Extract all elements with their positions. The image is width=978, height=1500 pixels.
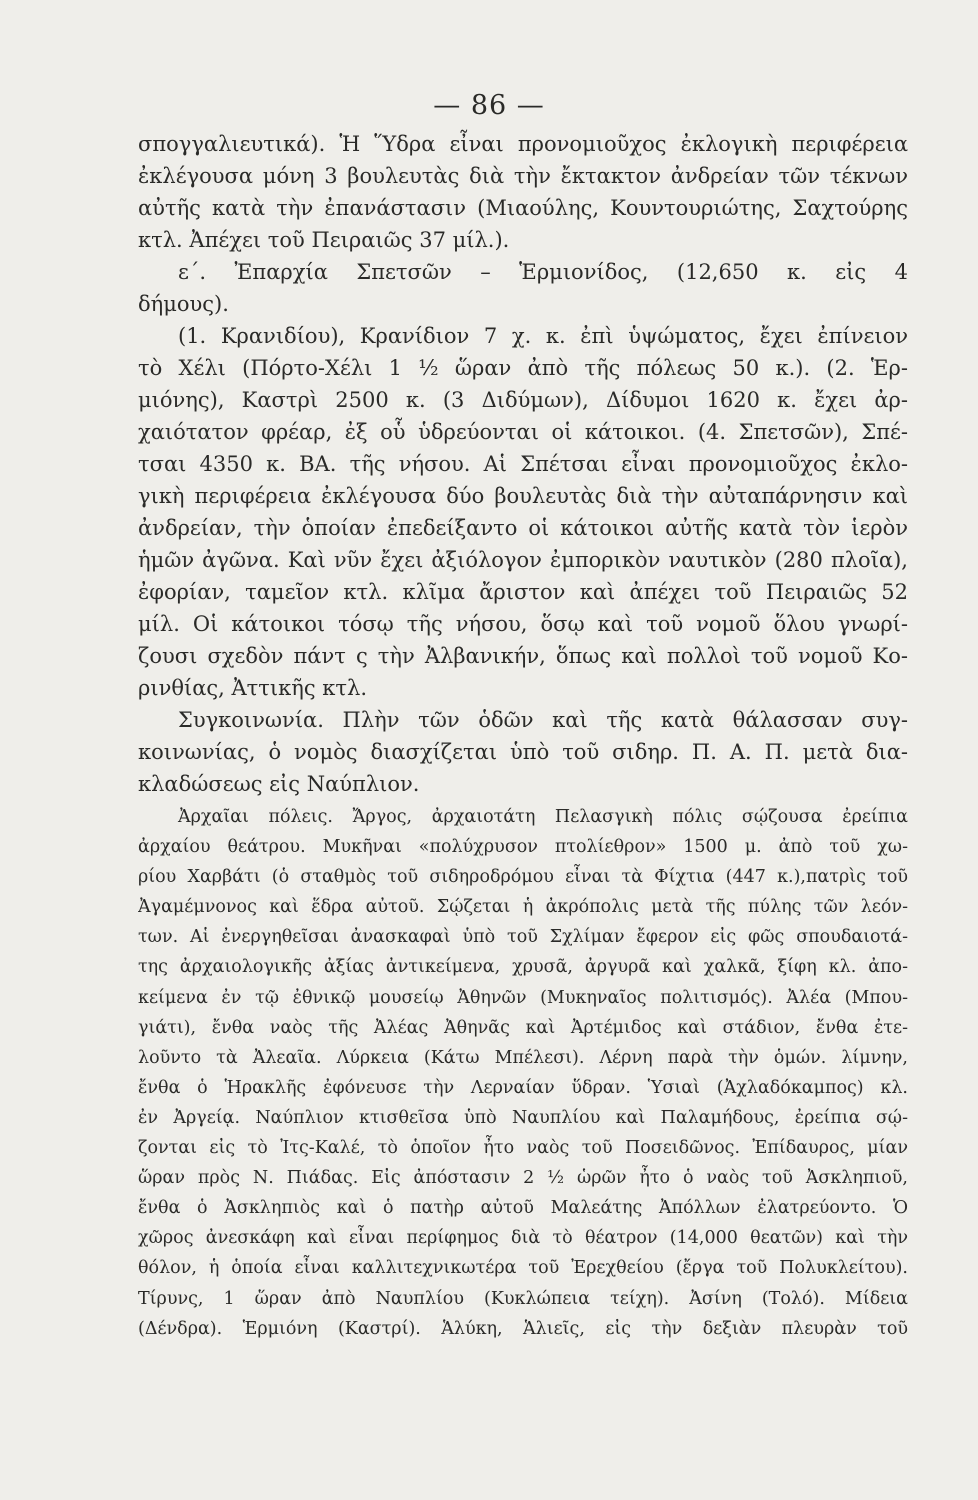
text-line: τσαι 4350 κ. ΒΑ. τῆς νήσου. Αἱ Σπέτσαι εἶναι προνομιοῦχος ἐκλο- [138, 452, 908, 476]
text-line: ρινθίας, Ἀττικῆς κτλ. [138, 676, 368, 700]
section-heading-synkoinonia: Συγκοινωνία. Πλὴν τῶν ὁδῶν καὶ τῆς κατὰ θάλασσαν συγ- [178, 708, 908, 732]
text-line: λοῦντο τὰ Ἀλεαῖα. Λύρκεια (Κάτω Μπέλεσι). Λέρνη παρὰ τὴν ὁμών. λίμνην, [138, 1047, 908, 1068]
text-line: ζονται εἰς τὸ Ἰτς-Καλέ, τὸ ὁποῖον ἦτο ναὸς τοῦ Ποσειδῶνος. Ἐπίδαυρος, μίαν [138, 1138, 908, 1159]
page-number: — 86 — [433, 90, 545, 121]
text-line: ἐφορίαν, ταμεῖον κτλ. κλῖμα ἄριστον καὶ ἀπέχει τοῦ Πειραιῶς 52 [138, 580, 908, 604]
text-line: σπογγαλιευτικά). Ἡ Ὕδρα εἶναι προνομιοῦχος ἐκλογικὴ περιφέρεια [138, 132, 908, 156]
text-line: γικὴ περιφέρεια ἐκλέγουσα δύο βουλευτὰς διὰ τὴν αὐταπάρνησιν καὶ [138, 484, 908, 508]
text-line: ἔνθα ὁ Ἀσκληπιὸς καὶ ὁ πατὴρ αὐτοῦ Μαλεάτης Ἀπόλλων ἐλατρεύοντο. Ὁ [138, 1198, 908, 1219]
text-line: Ἀγαμέμνονος καὶ ἕδρα αὐτοῦ. Σῴζεται ἡ ἀκρόπολις μετὰ τῆς πύλης τῶν λεόν- [138, 897, 908, 918]
text-line: (Δένδρα). Ἑρμιόνη (Καστρί). Ἁλύκη, Ἁλιεῖς, εἰς τὴν δεξιὰν πλευρὰν τοῦ [138, 1318, 908, 1339]
text-line: τὸ Χέλι (Πόρτο-Χέλι 1 ½ ὥραν ἀπὸ τῆς πόλεως 50 κ.). (2. Ἑρ- [138, 356, 908, 380]
ancient-cities-section [138, 802, 908, 1344]
text-line: κτλ. Ἀπέχει τοῦ Πειραιῶς 37 μίλ.). [138, 228, 510, 252]
text-line: γιάτι), ἔνθα ναὸς τῆς Ἀλέας Ἀθηνᾶς καὶ Ἀρτέμιδος καὶ στάδιον, ἔνθα ἐτε- [138, 1017, 908, 1038]
text-line: ἀνδρείαν, τὴν ὁποίαν ἐπεδείξαντο οἱ κάτοικοι αὐτῆς κατὰ τὸν ἱερὸν [138, 516, 908, 540]
text-line: ρίου Χαρβάτι (ὁ σταθμὸς τοῦ σιδηροδρόμου εἶναι τὰ Φίχτια (447 κ.),πατρὶς τοῦ [138, 867, 908, 888]
text-line: μίλ. Οἱ κάτοικοι τόσῳ τῆς νήσου, ὅσῳ καὶ τοῦ νομοῦ ὅλου γνωρί- [138, 612, 908, 636]
main-text [138, 128, 908, 1344]
text-line: ὥραν πρὸς Ν. Πιάδας. Εἰς ἀπόστασιν 2 ½ ὡρῶν ἦτο ὁ ναὸς τοῦ Ἀσκληπιοῦ, [138, 1168, 908, 1189]
text-line: χαιότατον φρέαρ, ἐξ οὗ ὑδρεύονται οἱ κάτοικοι. (4. Σπετσῶν), Σπέ- [138, 420, 908, 444]
text-line: ἐκλέγουσα μόνη 3 βουλευτὰς διὰ τὴν ἔκτακτον ἀνδρείαν τῶν τέκνων [138, 164, 908, 188]
text-line: Τίρυνς, 1 ὥραν ἀπὸ Ναυπλίου (Κυκλώπεια τείχη). Ἀσίνη (Τολό). Μίδεια [138, 1288, 908, 1309]
text-line: ἡμῶν ἀγῶνα. Καὶ νῦν ἔχει ἀξιόλογον ἐμπορικὸν ναυτικὸν (280 πλοῖα), [138, 548, 908, 572]
text-line: της ἀρχαιολογικῆς ἀξίας ἀντικείμενα, χρυσᾶ, ἀργυρᾶ καὶ χαλκᾶ, ξίφη κλ. ἀπο- [138, 957, 908, 978]
section-heading-eparchia: ε΄. Ἐπαρχία Σπετσῶν – Ἑρμιονίδος, (12,650 κ. εἰς 4 [178, 260, 908, 284]
text-line: χῶρος ἀνεσκάφη καὶ εἶναι περίφημος διὰ τὸ θέατρον (14,000 θεατῶν) καὶ τὴν [138, 1228, 908, 1249]
section-heading-archaiai-poleis: Ἀρχαῖαι πόλεις. Ἄργος, ἀρχαιοτάτη Πελασγικὴ πόλις σῴζουσα ἐρείπια [178, 807, 908, 827]
text-line: ἔνθα ὁ Ἡρακλῆς ἐφόνευσε τὴν Λερναίαν ὕδραν. Ὑσιαὶ (Ἀχλαδόκαμπος) κλ. [138, 1077, 908, 1098]
text-line: (1. Κρανιδίου), Κρανίδιον 7 χ. κ. ἐπὶ ὑψώματος, ἔχει ἐπίνειον [178, 324, 908, 348]
text-line: κοινωνίας, ὁ νομὸς διασχίζεται ὑπὸ τοῦ σιδηρ. Π. Α. Π. μετὰ δια- [138, 740, 908, 764]
text-line: των. Αἱ ἐνεργηθεῖσαι ἀνασκαφαὶ ὑπὸ τοῦ Σχλίμαν ἔφερον εἰς φῶς σπουδαιοτά- [138, 927, 908, 948]
text-line: ζουσι σχεδὸν πάντ ς τὴν Ἀλβανικήν, ὅπως καὶ πολλοὶ τοῦ νομοῦ Κο- [138, 644, 908, 668]
text-line: δήμους). [138, 292, 229, 316]
text-line: ἀρχαίου θεάτρου. Μυκῆναι «πολύχρυσον πτολίεθρον» 1500 μ. ἀπὸ τοῦ χω- [138, 837, 908, 858]
text-line: αὐτῆς κατὰ τὴν ἐπανάστασιν (Μιαούλης, Κουντουριώτης, Σαχτούρης [138, 196, 908, 220]
text-line: κείμενα ἐν τῷ ἐθνικῷ μουσείῳ Ἀθηνῶν (Μυκηναῖος πολιτισμός). Ἀλέα (Μπου- [138, 987, 908, 1008]
text-line: θόλον, ἡ ὁποία εἶναι καλλιτεχνικωτέρα τοῦ Ἐρεχθείου (ἔργα τοῦ Πολυκλείτου). [138, 1258, 908, 1279]
text-line: μιόνης), Καστρὶ 2500 κ. (3 Διδύμων), Δίδυμοι 1620 κ. ἔχει ἀρ- [138, 388, 908, 412]
text-line: ἐν Ἀργείᾳ. Ναύπλιον κτισθεῖσα ὑπὸ Ναυπλίου καὶ Παλαμήδους, ἐρείπια σῴ- [138, 1107, 908, 1128]
text-line: κλαδώσεως εἰς Ναύπλιον. [138, 772, 420, 796]
